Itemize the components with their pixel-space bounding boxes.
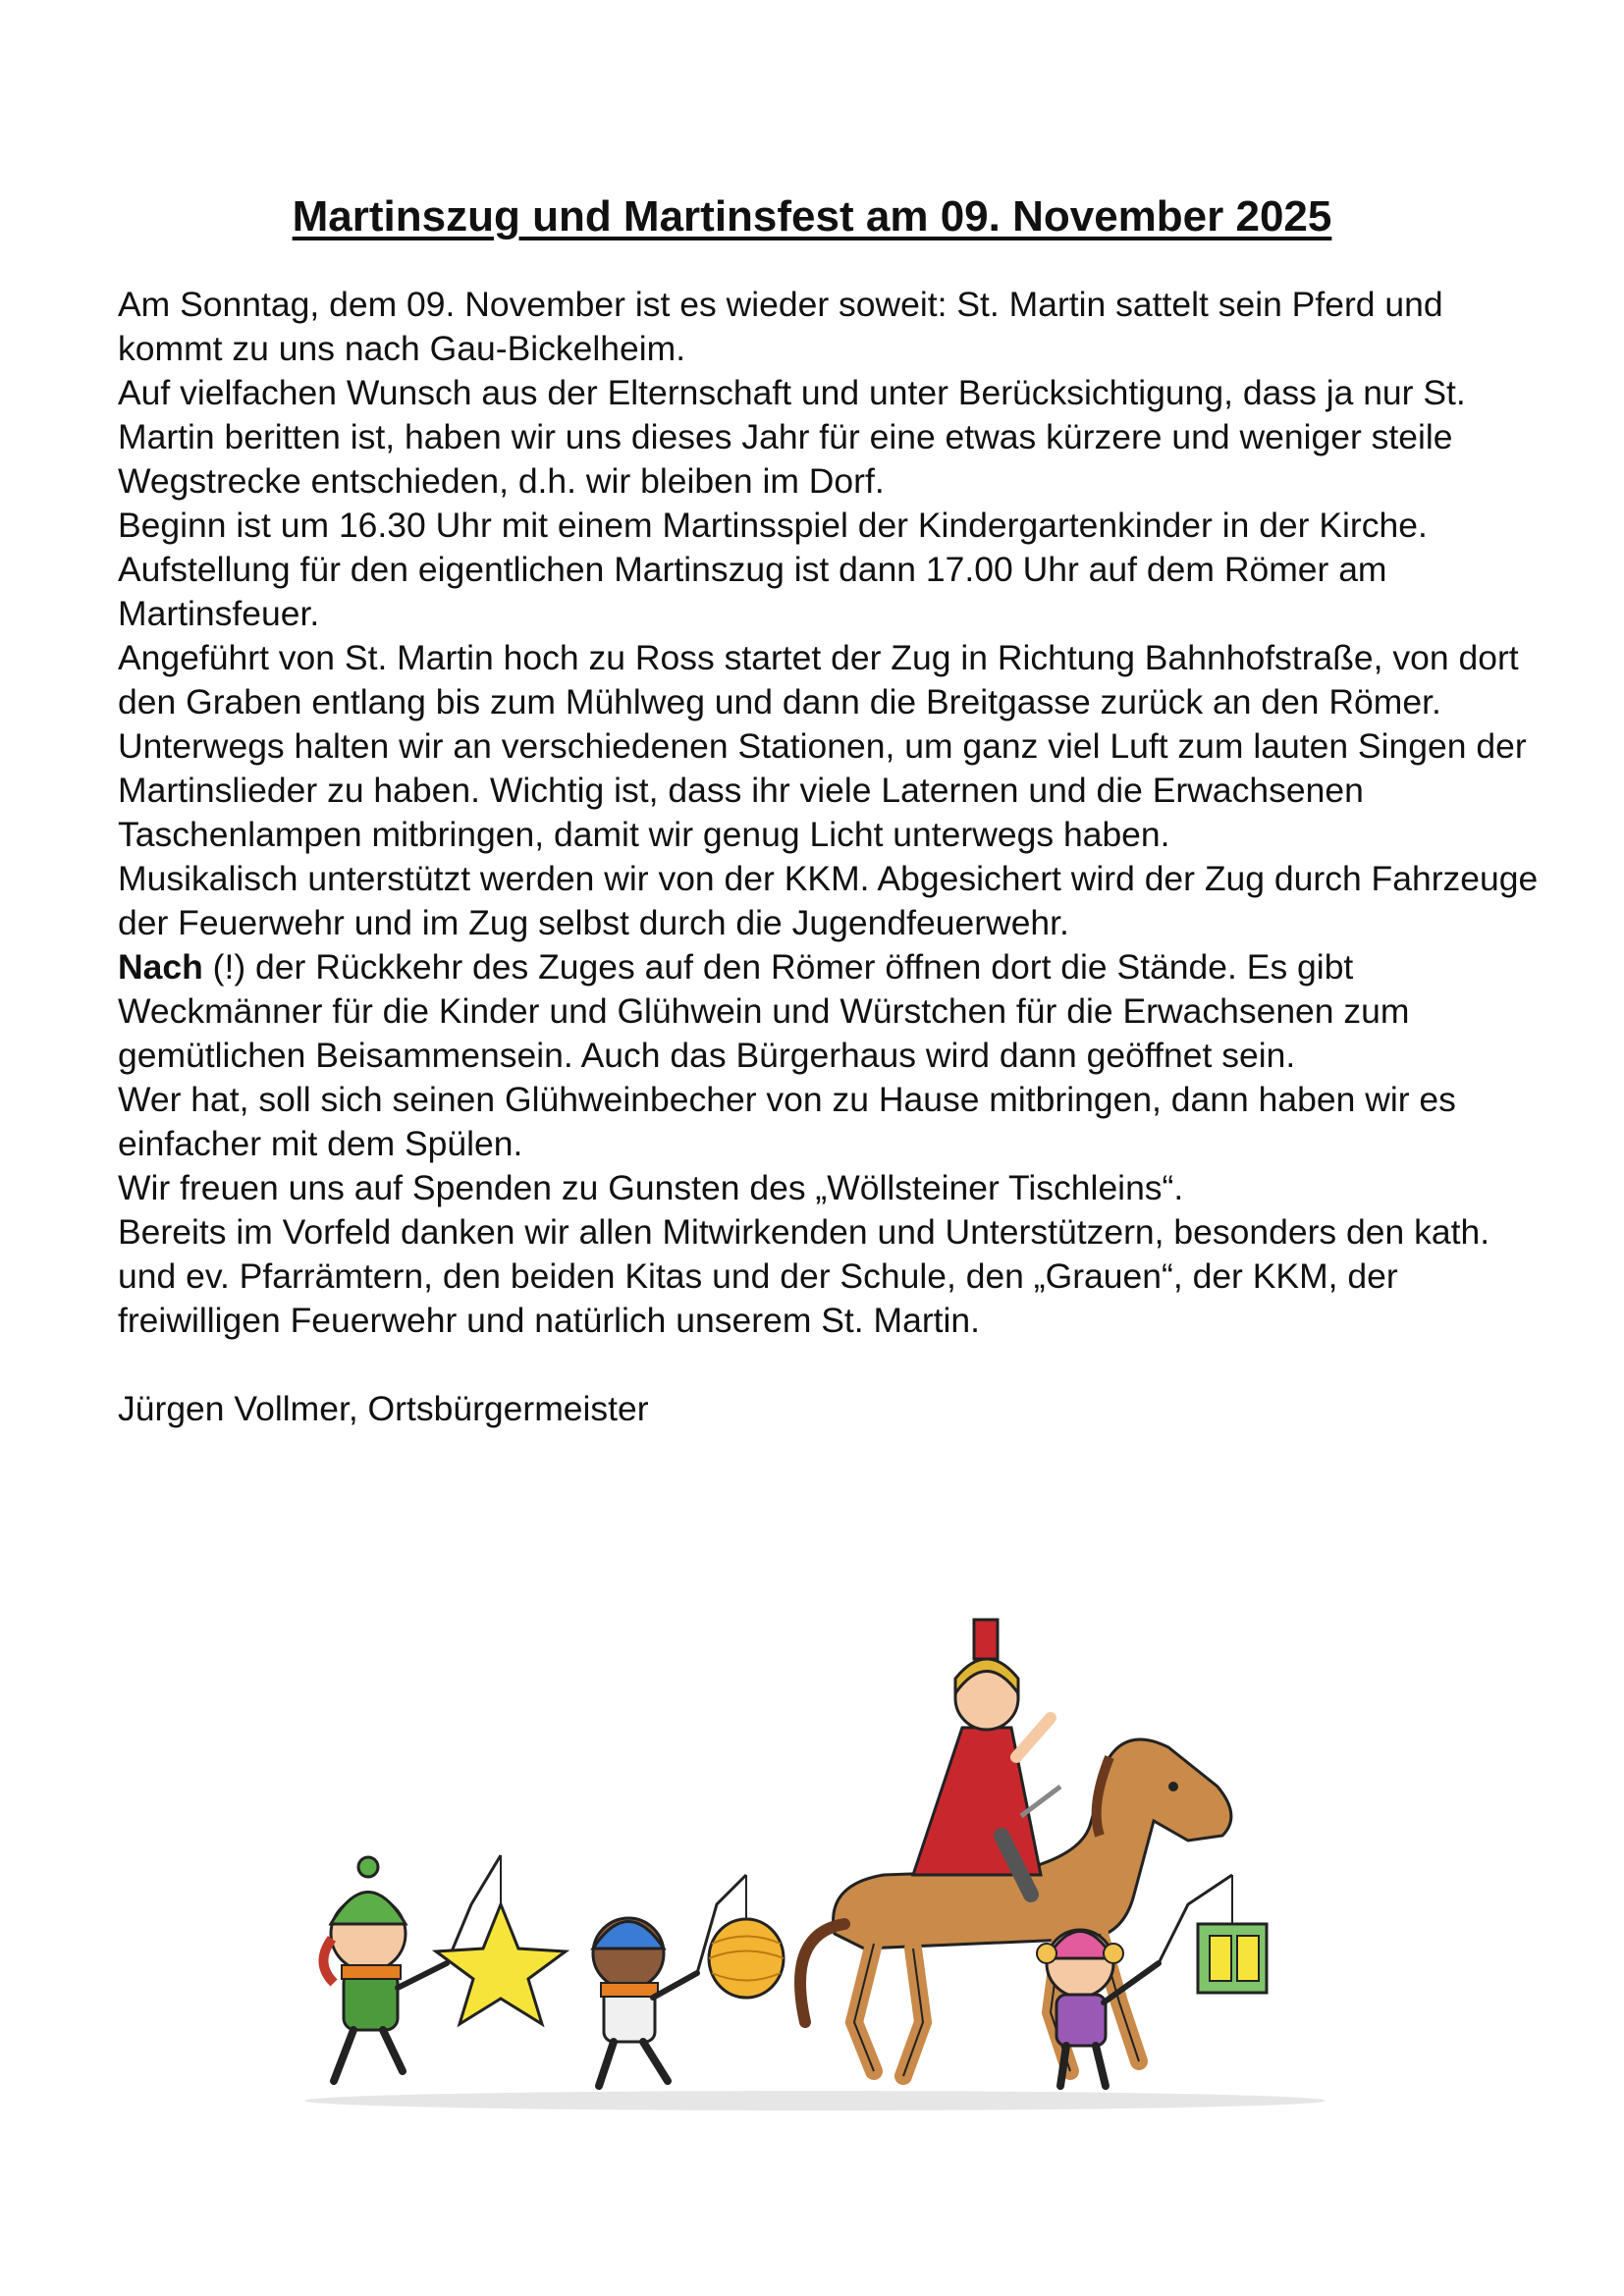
st-martin-rider-icon [913,1620,1060,1895]
signature: Jürgen Vollmer, Ortsbürgermeister [118,1389,649,1428]
paragraph-donations: Wir freuen uns auf Spenden zu Gunsten des „Wöllsteiner Tischleins“. [118,1168,1184,1207]
paragraph-intro: Am Sonntag, dem 09. November ist es wieder soweit: St. Martin sattelt sein Pferd und kommt zu uns nach Gau-Bickelheim. [118,285,1443,368]
paragraph-thanks: Bereits im Vorfeld danken wir allen Mitwirkenden und Unterstützern, besonders den kath. und ev. Pfarrämtern, den beiden Kitas und der Schule, den „Grauen“, der KKM, der freiwilligen Feuerwehr und natürlich unserem St. Martin. [118,1212,1490,1340]
child-green-hat-icon [323,1857,447,2081]
round-lantern-icon [697,1875,784,1998]
paragraph-route: Angeführt von St. Martin hoch zu Ross startet der Zug in Richtung Bahnhofstraße, von dort den Graben entlang bis zum Mühlweg und dann die Breitgasse zurück an den Römer. [118,638,1519,721]
paragraph-stations: Unterwegs halten wir an verschiedenen Stationen, um ganz viel Luft zum lauten Singen der Martinslieder zu haben. Wichtig ist, dass ihr viele Laternen und die Erwachsenen Taschenlampen mitbringen, damit wir genug Licht unterwegs haben. [118,726,1527,854]
paragraph-after-return [118,945,1551,1078]
paragraph-mugs: Wer hat, soll sich seinen Glühweinbecher von zu Hause mitbringen, dann haben wir es einfacher mit dem Spülen. [118,1080,1456,1163]
document-title: Martinszug und Martinsfest am 09. November 2025 [292,192,1332,240]
paragraph-route-change: Auf vielfachen Wunsch aus der Elternschaft und unter Berücksichtigung, dass ja nur St. Martin beritten ist, haben wir uns dieses Jahr für eine etwas kürzere und weniger steile Wegstrecke entschieden, d.h. wir bleiben im Dorf. [118,373,1466,501]
paragraph-after-return-text: (!) der Rückkehr des Zuges auf den Römer öffnen dort die Stände. Es gibt Weckmänner für die Kinder und Glühwein und Würstchen für die Erwachsenen zum gemütlichen Beisammensein. Auch das Bürgerhaus wird dann geöffnet sein. [118,947,1410,1075]
paragraph-start-time: Beginn ist um 16.30 Uhr mit einem Martinsspiel der Kindergartenkinder in der Kirche. [118,506,1428,545]
st-martin-lantern-parade-illustration [275,1610,1355,2120]
square-lantern-icon [1159,1875,1267,1993]
paragraph-music-safety: Musikalisch unterstützt werden wir von der KKM. Abgesichert wird der Zug durch Fahrzeuge der Feuerwehr und im Zug selbst durch die Jugendfeuerwehr. [118,859,1539,942]
document-body [118,283,1551,1431]
star-lantern-icon [436,1855,566,2024]
bold-nach: Nach [118,947,203,987]
paragraph-assembly: Aufstellung für den eigentlichen Martinszug ist dann 17.00 Uhr auf dem Römer am Martinsfeuer. [118,550,1387,633]
child-blue-hat-icon [593,1918,697,2086]
